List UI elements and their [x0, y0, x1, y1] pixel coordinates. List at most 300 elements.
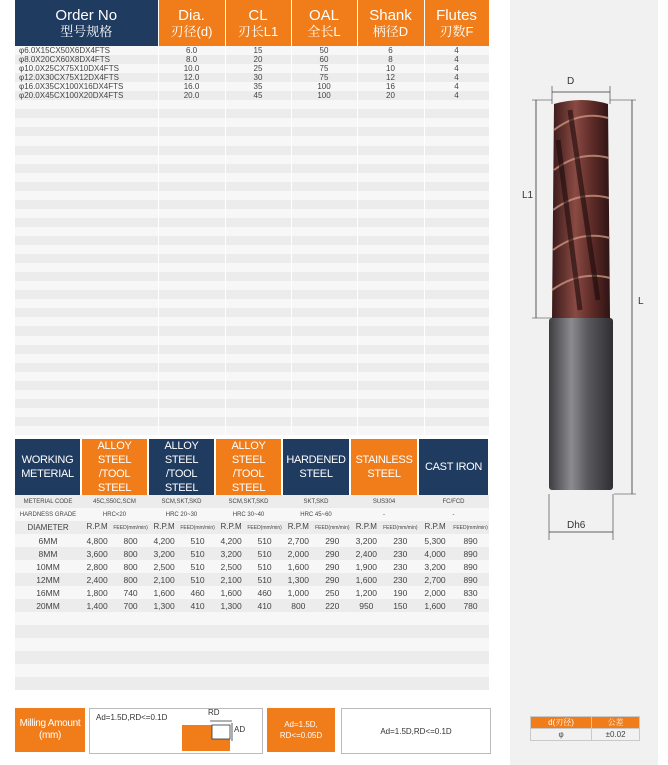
- spec-cell: [158, 345, 225, 354]
- rpm-value: 1,600: [287, 561, 309, 572]
- diameter-cell: 10MM: [15, 560, 81, 573]
- spec-cell: [357, 146, 424, 155]
- rpm-value: 3,200: [220, 548, 242, 559]
- table-row: [15, 408, 489, 417]
- empty-cell: [148, 638, 215, 651]
- table-row: [15, 508, 489, 521]
- spec-cell: [291, 354, 357, 363]
- spec-header-cn: 刃数F: [439, 24, 474, 39]
- rpm-feed-cell: [215, 573, 282, 586]
- feed-label: FEED(mm/min): [247, 525, 282, 531]
- cutting-header-2: ALLOY STEEL /TOOL STEEL: [148, 439, 215, 495]
- table-row: [15, 227, 489, 236]
- spec-cell: 20.0: [158, 91, 225, 100]
- rpm-feed-cell: [418, 599, 489, 612]
- spec-cell: 4: [424, 82, 489, 91]
- rpm-value: 2,500: [153, 561, 175, 572]
- spec-cell: [15, 118, 158, 127]
- spec-cell: [357, 236, 424, 245]
- spec-cell: [291, 155, 357, 164]
- rpm-feed-cell: [350, 547, 418, 560]
- spec-cell: [424, 336, 489, 345]
- spec-cell: [158, 100, 225, 109]
- spec-header-en: Order No: [55, 7, 118, 24]
- feed-value: 800: [123, 548, 138, 559]
- dim-l-label: L: [638, 296, 644, 307]
- spec-cell: [158, 281, 225, 290]
- milling-amount-label: Milling Amount (mm): [15, 708, 85, 752]
- rpm-feed-cell: [148, 586, 215, 599]
- diameter-cell: 12MM: [15, 573, 81, 586]
- spec-cell: [15, 336, 158, 345]
- rpm-label: R.P.M: [355, 522, 377, 531]
- spec-cell: [357, 372, 424, 381]
- spec-header-en: OAL: [308, 7, 339, 24]
- spec-cell: [225, 372, 291, 381]
- table-row: [15, 100, 489, 109]
- spec-cell: [424, 263, 489, 272]
- spec-cell: [291, 146, 357, 155]
- spec-cell: [225, 209, 291, 218]
- rpm-feed-header: [418, 521, 489, 534]
- spec-cell: [424, 182, 489, 191]
- table-row: [15, 245, 489, 254]
- spec-cell: [357, 164, 424, 173]
- spec-cell: [225, 191, 291, 200]
- spec-cell: [357, 100, 424, 109]
- spec-cell: [225, 281, 291, 290]
- spec-cell: [291, 308, 357, 317]
- spec-cell: 10.0: [158, 64, 225, 73]
- table-row: [15, 55, 489, 64]
- rpm-feed-header: [148, 521, 215, 534]
- diameter-cell: 16MM: [15, 586, 81, 599]
- feed-value: 230: [393, 574, 408, 585]
- table-row: [15, 82, 489, 91]
- feed-value: 150: [393, 600, 408, 611]
- spec-cell: [15, 191, 158, 200]
- feed-value: 460: [257, 587, 272, 598]
- spec-cell: [291, 363, 357, 372]
- spec-cell: [357, 326, 424, 335]
- rpm-value: 1,900: [355, 561, 377, 572]
- spec-cell: [15, 227, 158, 236]
- feed-value: 700: [123, 600, 138, 611]
- spec-cell: [357, 173, 424, 182]
- empty-cell: [350, 677, 418, 690]
- feed-value: 230: [393, 548, 408, 559]
- table-row: [15, 164, 489, 173]
- spec-cell: [15, 136, 158, 145]
- table-row: [15, 91, 489, 100]
- dim-d-label: D: [567, 76, 575, 87]
- spec-cell: [291, 200, 357, 209]
- spec-cell: [15, 417, 158, 426]
- spec-cell: [225, 290, 291, 299]
- rpm-value: 950: [359, 600, 374, 611]
- spec-cell: [225, 227, 291, 236]
- diameter-cell: 8MM: [15, 547, 81, 560]
- spec-cell: [158, 200, 225, 209]
- spec-cell: φ12.0X30CX75X12DX4FTS: [15, 73, 158, 82]
- rpm-value: 3,200: [355, 535, 377, 546]
- spec-cell: [357, 254, 424, 263]
- spec-header-4: [357, 0, 424, 46]
- spec-cell: [158, 381, 225, 390]
- table-row: [15, 363, 489, 372]
- spec-cell: [424, 372, 489, 381]
- rpm-value: 1,300: [153, 600, 175, 611]
- rpm-feed-cell: [418, 560, 489, 573]
- feed-value: 890: [463, 548, 478, 559]
- spec-cell: [291, 173, 357, 182]
- spec-cell: [291, 127, 357, 136]
- table-row: [15, 547, 489, 560]
- spec-cell: [357, 218, 424, 227]
- rpm-feed-cell: [350, 599, 418, 612]
- spec-cell: [158, 227, 225, 236]
- table-row: [15, 308, 489, 317]
- spec-cell: [357, 299, 424, 308]
- rpm-value: 2,700: [424, 574, 446, 585]
- spec-cell: [424, 218, 489, 227]
- spec-cell: [225, 390, 291, 399]
- table-row: [15, 651, 489, 664]
- rpm-value: 3,600: [86, 548, 108, 559]
- spec-cell: 20: [225, 55, 291, 64]
- row-label: HARDNESS GRADE: [15, 508, 81, 521]
- rpm-feed-cell: [282, 586, 350, 599]
- spec-cell: [424, 164, 489, 173]
- spec-cell: [357, 136, 424, 145]
- spec-cell: [158, 417, 225, 426]
- spec-cell: [291, 272, 357, 281]
- spec-cell: [291, 408, 357, 417]
- table-row: [15, 417, 489, 426]
- spec-cell: [291, 136, 357, 145]
- spec-cell: [15, 299, 158, 308]
- rd-label: RD: [208, 708, 220, 717]
- spec-cell: [15, 290, 158, 299]
- feed-label: FEED(mm/min): [113, 525, 148, 531]
- spec-cell: [357, 209, 424, 218]
- spec-cell: 20: [357, 91, 424, 100]
- spec-cell: 35: [225, 82, 291, 91]
- rpm-value: 1,600: [153, 587, 175, 598]
- feed-value: 410: [257, 600, 272, 611]
- empty-cell: [350, 612, 418, 625]
- spec-cell: [158, 363, 225, 372]
- rpm-value: 1,000: [287, 587, 309, 598]
- table-row: [15, 64, 489, 73]
- empty-cell: [15, 612, 81, 625]
- empty-cell: [282, 651, 350, 664]
- empty-cell: [282, 638, 350, 651]
- rpm-feed-cell: [418, 573, 489, 586]
- table-row: [15, 560, 489, 573]
- spec-cell: [158, 299, 225, 308]
- empty-cell: [282, 625, 350, 638]
- empty-cell: [215, 625, 282, 638]
- spec-cell: [424, 173, 489, 182]
- empty-cell: [418, 612, 489, 625]
- spec-header-en: CL: [248, 7, 268, 24]
- tol-header-d: d(刃径): [531, 717, 592, 729]
- spec-cell: [357, 281, 424, 290]
- table-row: [15, 209, 489, 218]
- table-row: [15, 191, 489, 200]
- table-row: [15, 200, 489, 209]
- spec-cell: [158, 263, 225, 272]
- table-row: [15, 625, 489, 638]
- spec-cell: [291, 118, 357, 127]
- spec-cell: 25: [225, 64, 291, 73]
- rpm-value: 2,000: [287, 548, 309, 559]
- spec-table: [15, 0, 490, 435]
- rpm-label: R.P.M: [287, 522, 309, 531]
- spec-cell: [15, 281, 158, 290]
- spec-cell: [158, 254, 225, 263]
- cell: HRC<20: [81, 508, 148, 521]
- cutting-conditions-table: [15, 439, 490, 690]
- rpm-value: 3,200: [153, 548, 175, 559]
- cutting-header-row: [15, 439, 489, 495]
- spec-cell: 6: [357, 46, 424, 55]
- spec-header-cn: 型号规格: [60, 24, 113, 39]
- rpm-feed-cell: [418, 586, 489, 599]
- spec-header-3: [291, 0, 357, 46]
- rpm-value: 2,400: [355, 548, 377, 559]
- empty-cell: [15, 677, 81, 690]
- spec-cell: [15, 236, 158, 245]
- spec-cell: [158, 426, 225, 435]
- feed-value: 220: [325, 600, 340, 611]
- empty-cell: [81, 638, 148, 651]
- empty-cell: [81, 651, 148, 664]
- spec-cell: [424, 209, 489, 218]
- spec-cell: [424, 308, 489, 317]
- spec-cell: [291, 245, 357, 254]
- spec-cell: [15, 164, 158, 173]
- rpm-value: 4,200: [153, 535, 175, 546]
- spec-cell: [357, 417, 424, 426]
- spec-header-1: [158, 0, 225, 46]
- spec-cell: 4: [424, 91, 489, 100]
- spec-cell: [158, 399, 225, 408]
- rpm-feed-cell: [148, 599, 215, 612]
- spec-cell: 45: [225, 91, 291, 100]
- spec-cell: [424, 109, 489, 118]
- rpm-value: 800: [291, 600, 306, 611]
- spec-cell: [424, 326, 489, 335]
- spec-cell: [291, 336, 357, 345]
- spec-header-2: [225, 0, 291, 46]
- spec-cell: 75: [291, 64, 357, 73]
- rpm-value: 5,300: [424, 535, 446, 546]
- spec-cell: [357, 200, 424, 209]
- spec-cell: [15, 254, 158, 263]
- spec-cell: [158, 272, 225, 281]
- empty-cell: [215, 651, 282, 664]
- empty-cell: [350, 664, 418, 677]
- rpm-value: 4,200: [220, 535, 242, 546]
- spec-cell: 75: [291, 73, 357, 82]
- spec-cell: [357, 390, 424, 399]
- spec-cell: [424, 100, 489, 109]
- spec-cell: [424, 136, 489, 145]
- spec-cell: [291, 109, 357, 118]
- spec-cell: [424, 118, 489, 127]
- table-row: [15, 573, 489, 586]
- spec-cell: [424, 390, 489, 399]
- empty-cell: [350, 625, 418, 638]
- spec-cell: [15, 372, 158, 381]
- spec-cell: [291, 227, 357, 236]
- rpm-value: 1,600: [424, 600, 446, 611]
- empty-cell: [148, 625, 215, 638]
- spec-cell: 10: [357, 64, 424, 73]
- spec-cell: [357, 399, 424, 408]
- spec-cell: [15, 390, 158, 399]
- feed-value: 890: [463, 535, 478, 546]
- spec-cell: [291, 372, 357, 381]
- rpm-feed-cell: [81, 573, 148, 586]
- cell: SUS304: [350, 495, 418, 508]
- feed-value: 290: [325, 535, 340, 546]
- spec-cell: [15, 100, 158, 109]
- spec-cell: [225, 408, 291, 417]
- spec-cell: [424, 155, 489, 164]
- feed-value: 510: [190, 548, 205, 559]
- spec-cell: [158, 236, 225, 245]
- rpm-label: R.P.M: [220, 522, 242, 531]
- spec-cell: [357, 308, 424, 317]
- rpm-value: 3,200: [424, 561, 446, 572]
- rpm-feed-cell: [350, 534, 418, 547]
- spec-cell: [15, 263, 158, 272]
- milling-box-3: [341, 708, 491, 754]
- shank: [549, 318, 613, 490]
- spec-cell: 12: [357, 73, 424, 82]
- table-row: [15, 182, 489, 191]
- spec-cell: [225, 200, 291, 209]
- spec-cell: [15, 308, 158, 317]
- spec-cell: 4: [424, 64, 489, 73]
- spec-cell: φ16.0X35CX100X16DX4FTS: [15, 82, 158, 91]
- spec-cell: [357, 363, 424, 372]
- spec-cell: [225, 218, 291, 227]
- empty-cell: [418, 638, 489, 651]
- spec-cell: [291, 236, 357, 245]
- rpm-feed-cell: [81, 560, 148, 573]
- feed-value: 290: [325, 574, 340, 585]
- table-row: [15, 290, 489, 299]
- spec-cell: [424, 200, 489, 209]
- spec-cell: [424, 299, 489, 308]
- table-row: [15, 381, 489, 390]
- spec-cell: 4: [424, 73, 489, 82]
- rpm-feed-cell: [282, 547, 350, 560]
- spec-cell: [158, 408, 225, 417]
- spec-cell: 50: [291, 46, 357, 55]
- spec-cell: [424, 399, 489, 408]
- spec-cell: [15, 363, 158, 372]
- rpm-feed-header: [282, 521, 350, 534]
- spec-cell: φ20.0X45CX100X20DX4FTS: [15, 91, 158, 100]
- rpm-value: 1,300: [220, 600, 242, 611]
- empty-cell: [15, 638, 81, 651]
- spec-cell: [15, 326, 158, 335]
- rpm-feed-header: [350, 521, 418, 534]
- spec-cell: [225, 118, 291, 127]
- spec-cell: [225, 109, 291, 118]
- empty-cell: [350, 651, 418, 664]
- spec-cell: 4: [424, 46, 489, 55]
- cell: FC/FCD: [418, 495, 489, 508]
- rpm-feed-cell: [282, 599, 350, 612]
- rpm-value: 2,500: [220, 561, 242, 572]
- spec-cell: [424, 281, 489, 290]
- spec-cell: [291, 381, 357, 390]
- spec-header-row: [15, 0, 489, 46]
- cell: SKT,SKD: [282, 495, 350, 508]
- table-row: [15, 586, 489, 599]
- table-row: [15, 664, 489, 677]
- spec-cell: [158, 155, 225, 164]
- spec-cell: [291, 345, 357, 354]
- end-mill-drawing: [510, 0, 658, 560]
- table-row: [15, 677, 489, 690]
- rpm-value: 2,000: [424, 587, 446, 598]
- spec-cell: [15, 155, 158, 164]
- spec-cell: [357, 272, 424, 281]
- spec-cell: [357, 381, 424, 390]
- feed-value: 800: [123, 574, 138, 585]
- spec-cell: 100: [291, 91, 357, 100]
- table-row: [15, 390, 489, 399]
- table-row: [15, 118, 489, 127]
- spec-cell: [424, 317, 489, 326]
- spec-cell: [424, 426, 489, 435]
- feed-value: 890: [463, 574, 478, 585]
- table-row: [15, 399, 489, 408]
- rpm-value: 4,800: [86, 535, 108, 546]
- spec-cell: [225, 263, 291, 272]
- spec-cell: [158, 317, 225, 326]
- diameter-label: DIAMETER: [15, 521, 81, 534]
- spec-cell: [158, 336, 225, 345]
- spec-cell: [291, 182, 357, 191]
- spec-cell: [291, 417, 357, 426]
- cutting-header-1: ALLOY STEEL /TOOL STEEL: [81, 439, 148, 495]
- spec-cell: [424, 417, 489, 426]
- spec-header-cn: 刃长L1: [237, 24, 279, 39]
- spec-cell: [15, 399, 158, 408]
- spec-header-en: Flutes: [436, 7, 477, 24]
- table-row: [15, 46, 489, 55]
- feed-value: 250: [325, 587, 340, 598]
- empty-cell: [215, 638, 282, 651]
- spec-cell: [225, 363, 291, 372]
- cutting-header-3: ALLOY STEEL /TOOL STEEL: [215, 439, 282, 495]
- spec-cell: [357, 245, 424, 254]
- spec-cell: [15, 354, 158, 363]
- spec-cell: [225, 254, 291, 263]
- spec-cell: [158, 326, 225, 335]
- table-row: [15, 218, 489, 227]
- empty-cell: [282, 664, 350, 677]
- spec-cell: [158, 372, 225, 381]
